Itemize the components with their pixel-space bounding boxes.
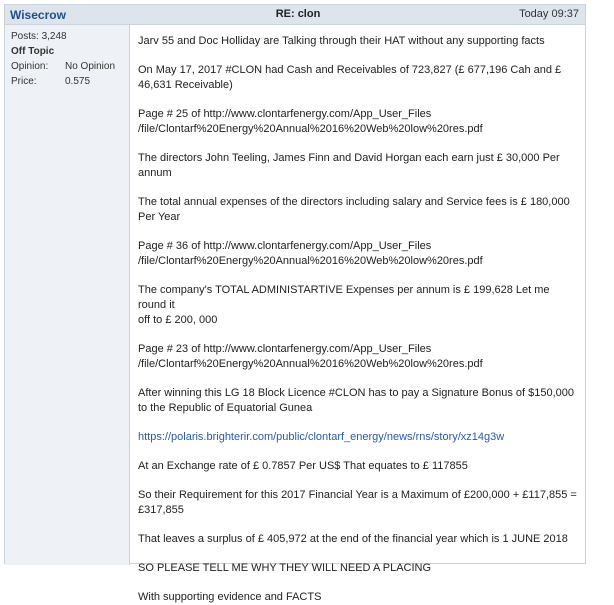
paragraph: Page # 25 of http://www.clontarfenergy.com/App_User_Files /file/Clontarf%20Energy%20Annual%2016%20Web%20low%20res.pdf (138, 108, 483, 135)
price-label: Price: (11, 76, 37, 87)
paragraph: With supporting evidence and FACTS (138, 591, 322, 603)
paragraph: Jarv 55 and Doc Holliday are Talking through their HAT without any supporting facts (138, 35, 545, 47)
user-price (11, 74, 129, 89)
paragraph: The total annual expenses of the directors including salary and Service fees is £ 180,000 Per Year (138, 196, 570, 223)
post-content (130, 25, 585, 603)
paragraph: The company's TOTAL ADMINISTARTIVE Expenses per annum is £ 199,628 Let me round it off to £ 200, 000 (138, 284, 550, 326)
user-info-panel (5, 25, 130, 565)
paragraph: So their Requirement for this 2017 Financial Year is a Maximum of £200,000 + £117,855 = £317,855 (138, 489, 577, 516)
opinion-label: Opinion: (11, 61, 49, 72)
user-post-count: Posts: 3,248 (11, 31, 67, 42)
paragraph: SO PLEASE TELL ME WHY THEY WILL NEED A PLACING (138, 562, 432, 574)
paragraph: After winning this LG 18 Block Licence #CLON has to pay a Signature Bonus of $150,000 to the Republic of Equatorial Gunea (138, 387, 574, 414)
paragraph: Page # 23 of http://www.clontarfenergy.com/App_User_Files /file/Clontarf%20Energy%20Annual%2016%20Web%20low%20res.pdf (138, 343, 483, 370)
post-timestamp: Today 09:37 (519, 8, 579, 20)
post-header (5, 5, 585, 25)
paragraph: That leaves a surplus of £ 405,972 at the end of the financial year which is 1 JUNE 2018 (138, 533, 568, 545)
user-opinion (11, 59, 129, 74)
news-link[interactable]: https://polaris.brighterir.com/public/clontarf_energy/news/rns/story/xz14g3w (138, 431, 505, 443)
paragraph: At an Exchange rate of £ 0.7857 Per US$ That equates to £ 117855 (138, 460, 468, 472)
username-link[interactable]: Wisecrow (10, 8, 66, 22)
paragraph: The directors John Teeling, James Finn and David Horgan each earn just £ 30,000 Per annum (138, 152, 560, 179)
user-tag: Off Topic (11, 46, 55, 57)
price-value: 0.575 (65, 76, 91, 87)
paragraph: On May 17, 2017 #CLON had Cash and Receivables of 723,827 (£ 677,196 Cah and £ 46,631 Receivable) (138, 64, 562, 91)
post-author (5, 5, 127, 24)
post-title: RE: clon (275, 8, 321, 20)
opinion-value: No Opinion (65, 61, 116, 72)
forum-post (4, 4, 586, 603)
post-body (5, 25, 585, 603)
paragraph (138, 430, 577, 445)
paragraph: Page # 36 of http://www.clontarfenergy.com/App_User_Files /file/Clontarf%20Energy%20Annual%2016%20Web%20low%20res.pdf (138, 240, 483, 267)
